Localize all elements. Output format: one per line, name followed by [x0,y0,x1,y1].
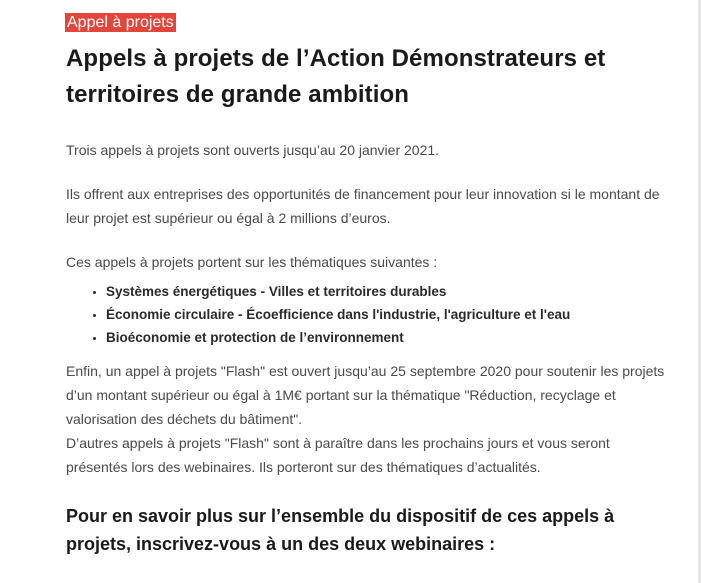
category-tag[interactable]: Appel à projets [67,14,174,31]
offer-paragraph: Ils offrent aux entreprises des opportunités de financement pour leur innovation si le montant de leur projet est supérieur ou égal à 2 millions d’euros. [66,186,660,226]
page-title: Appels à projets de l’Action Démonstrateurs et territoires de grande ambition [66,45,606,108]
themes-list [66,280,666,349]
flash-text-2: D’autres appels à projets "Flash" sont à paraître dans les prochains jours et vous seront présentés lors des webinaires. Ils porteront sur des thématiques d’actualités. [66,435,610,475]
list-item: • Économie circulaire - Écoefficience dans l'industrie, l'agriculture et l'eau [106,303,666,326]
list-item: • Bioéconomie et protection de l’environnement [106,326,666,349]
webinar-subheading: Pour en savoir plus sur l’ensemble du dispositif de ces appels à projets, inscrivez-vous à un des deux webinaires : [66,506,615,554]
list-item: • Systèmes énergétiques - Villes et territoires durables [106,280,666,303]
themes-intro-paragraph: Ces appels à projets portent sur les thématiques suivantes : [66,254,438,270]
flash-text-1: Enfin, un appel à projets "Flash" est ouvert jusqu’au 25 septembre 2020 pour soutenir les projets d’un montant supérieur ou égal à 1M€ portant sur la thématique "Réduction, recyclage et valorisation des déchets du bâtiment". [66,363,665,427]
intro-paragraph: Trois appels à projets sont ouverts jusqu’au 20 janvier 2021. [66,142,440,158]
article [66,13,666,558]
flash-paragraph [66,359,666,479]
